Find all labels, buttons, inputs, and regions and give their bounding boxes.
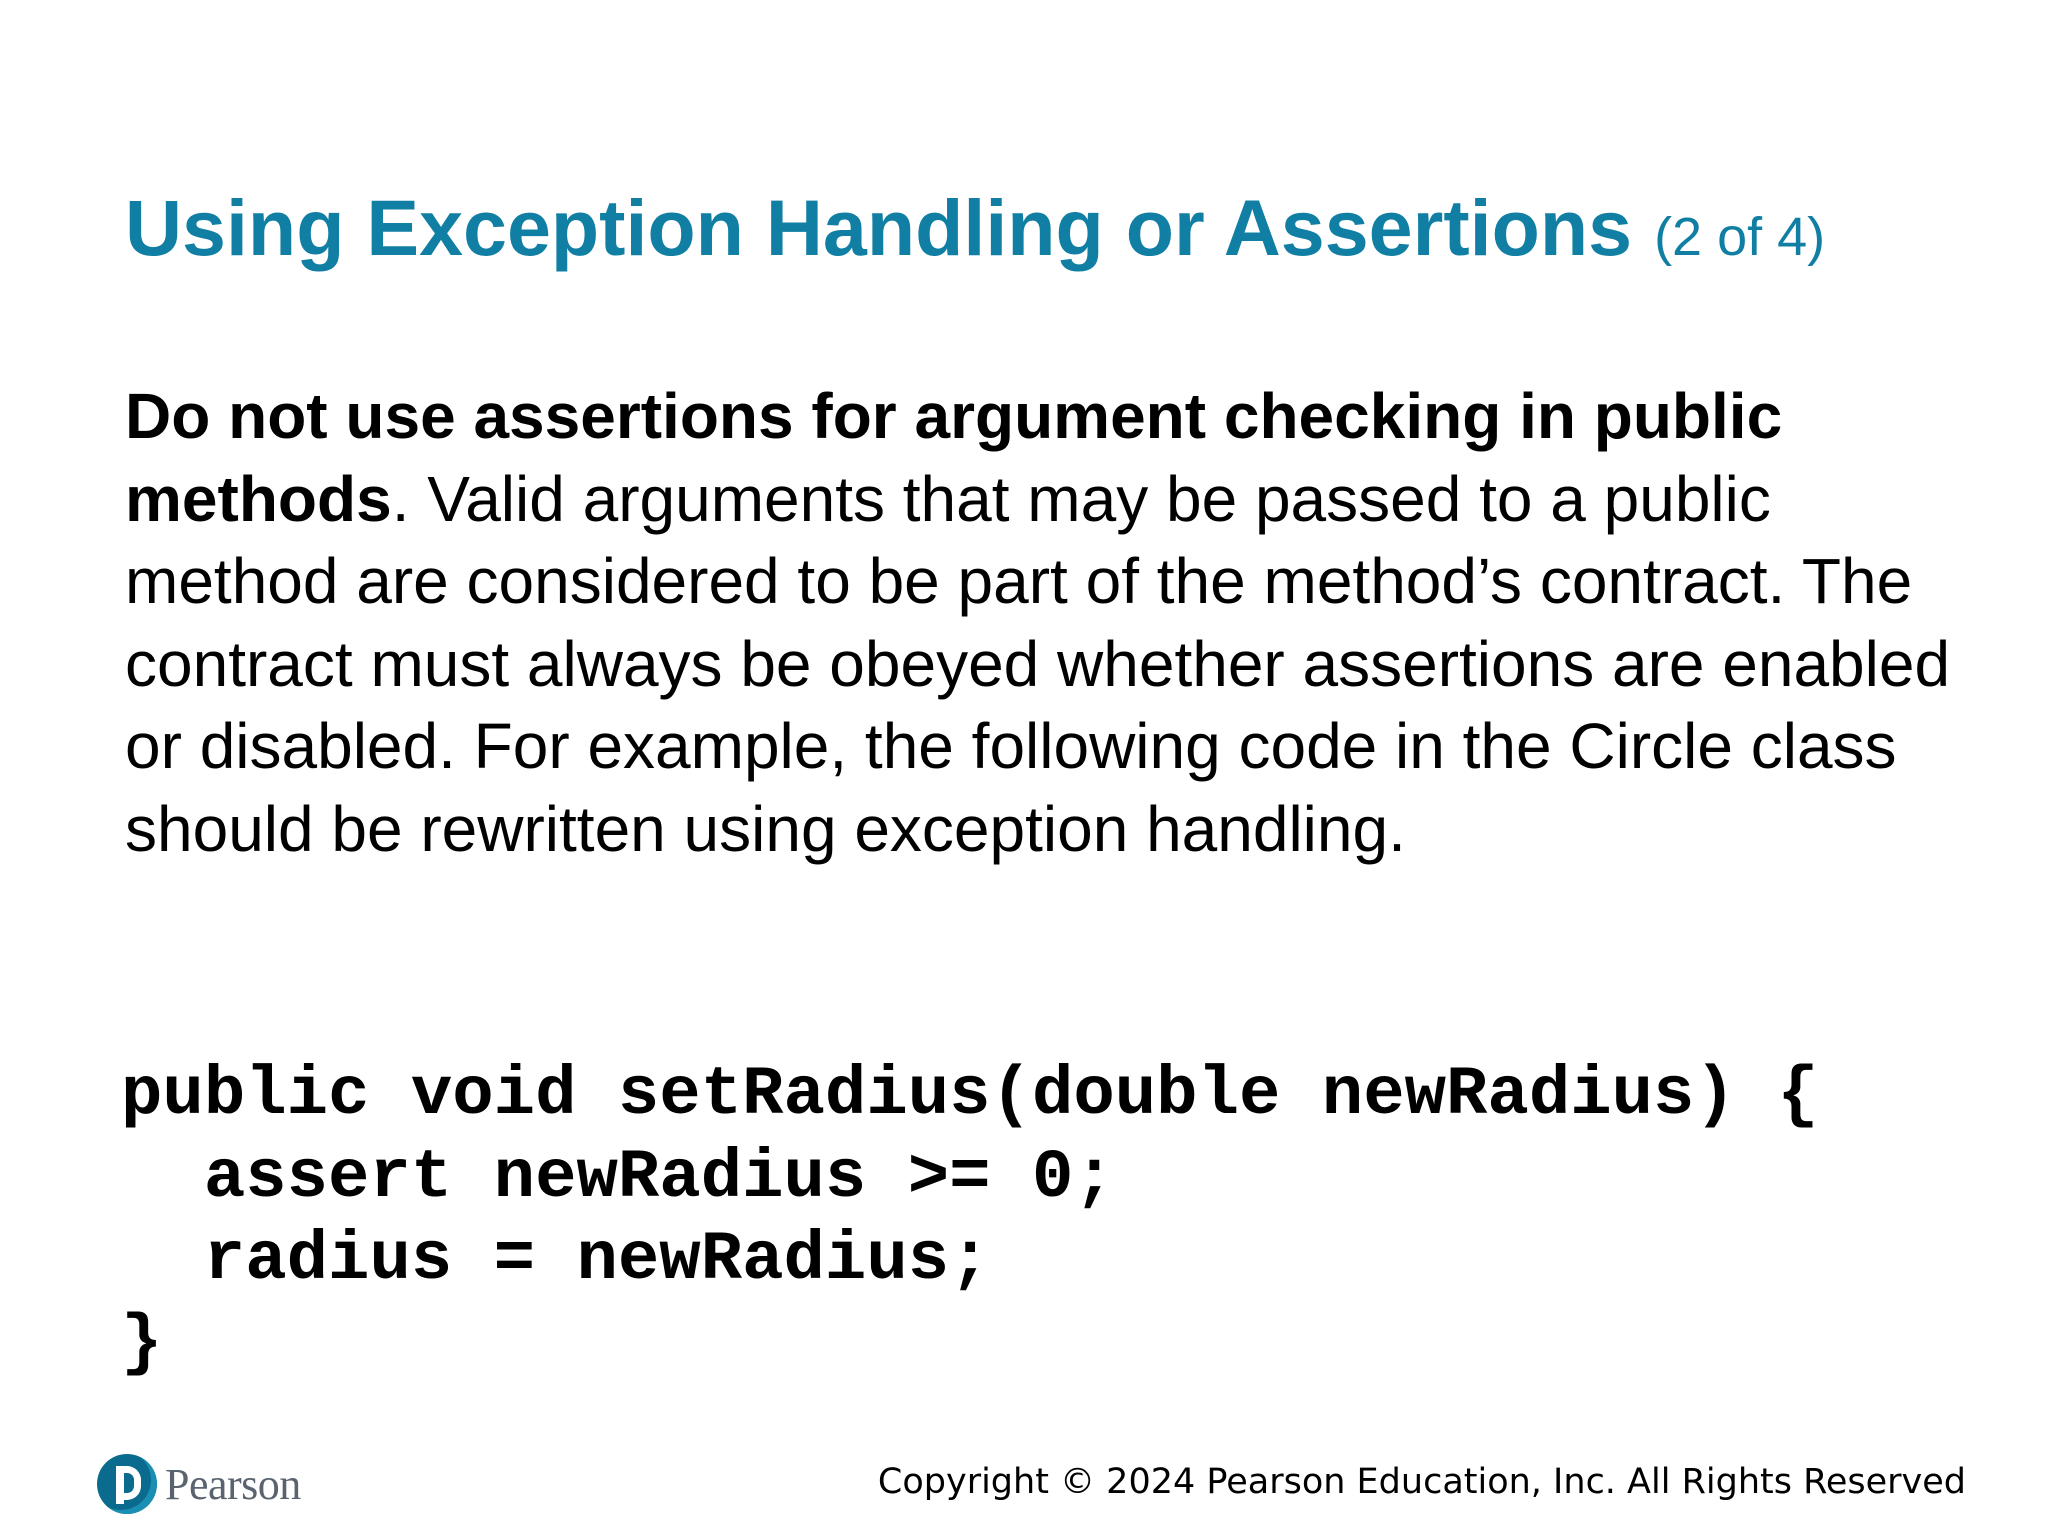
code-line: } <box>121 1303 163 1382</box>
body-lead: Do not use assertions for argument checking in public methods <box>125 380 1783 535</box>
slide-subtitle: (2 of 4) <box>1654 207 1826 267</box>
slide-title-text: Using Exception Handling or Assertions <box>125 183 1633 272</box>
code-line: radius = newRadius; <box>121 1221 991 1299</box>
slide-title <box>125 178 1825 287</box>
pearson-logo <box>97 1452 317 1516</box>
logo-wordmark: Pearson <box>165 1459 301 1509</box>
body-paragraph <box>125 375 1965 870</box>
code-line: assert newRadius >= 0; <box>121 1138 1115 1217</box>
pearson-p-icon <box>97 1454 157 1514</box>
code-block <box>121 1054 1819 1384</box>
copyright-notice: Copyright © 2024 Pearson Education, Inc. All Rights Reserved <box>877 1462 1966 1502</box>
code-line: public void setRadius(double newRadius) { <box>121 1056 1819 1134</box>
body-text: . Valid arguments that may be passed to a public method are considered to be part of the method’s contract. The contract must always be obeyed whether assertions are enabled or disabled. For example, the following code in the Circle class should be rewritten using exception handling. <box>125 462 1951 865</box>
